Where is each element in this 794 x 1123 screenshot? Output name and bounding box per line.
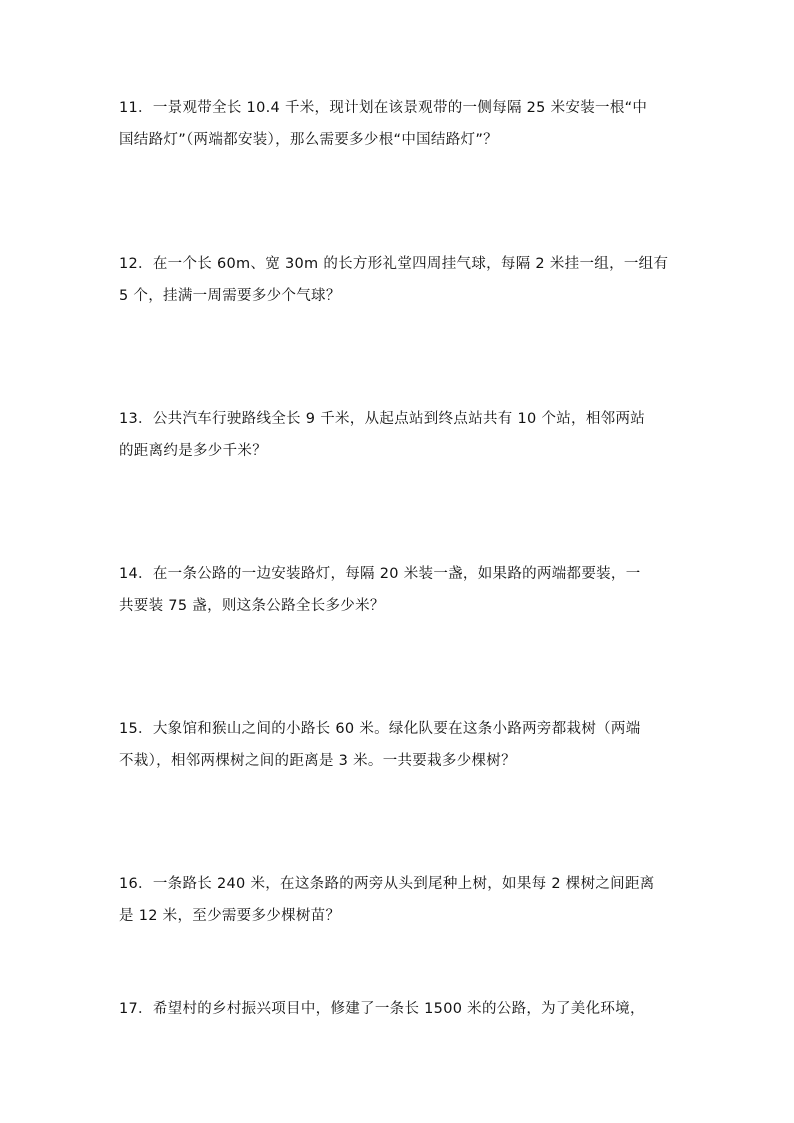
question-16: [119, 868, 679, 932]
question-11: [119, 92, 679, 156]
question-12: [119, 248, 679, 312]
question-line: 11．一景观带全长 10.4 千米，现计划在该景观带的一侧每隔 25 米安装一根“中: [119, 100, 648, 116]
question-17: [119, 993, 679, 1025]
question-line: 国结路灯”（两端都安装），那么需要多少根“中国结路灯”？: [119, 132, 498, 148]
question-line: 17．希望村的乡村振兴项目中，修建了一条长 1500 米的公路，为了美化环境，: [119, 1001, 645, 1017]
question-line: 13．公共汽车行驶路线全长 9 千米，从起点站到终点站共有 10 个站，相邻两站: [119, 411, 646, 427]
question-line: 共要装 75 盏，则这条公路全长多少米？: [119, 598, 385, 614]
question-line: 16．一条路长 240 米，在这条路的两旁从头到尾种上树，如果每 2 棵树之间距离: [119, 876, 655, 892]
question-line: 15．大象馆和猴山之间的小路长 60 米。绿化队要在这条小路两旁都栽树（两端: [119, 721, 641, 737]
question-line: 不栽），相邻两棵树之间的距离是 3 米。一共要栽多少棵树？: [119, 753, 516, 769]
question-line: 12．在一个长 60m、宽 30m 的长方形礼堂四周挂气球，每隔 2 米挂一组，一组有: [119, 256, 669, 272]
question-13: [119, 403, 679, 467]
question-15: [119, 713, 679, 777]
question-line: 14．在一条公路的一边安装路灯，每隔 20 米装一盏，如果路的两端都要装，一: [119, 566, 641, 582]
question-line: 5 个，挂满一周需要多少个气球？: [119, 288, 341, 304]
question-line: 是 12 米，至少需要多少棵树苗？: [119, 908, 341, 924]
question-line: 的距离约是多少千米？: [119, 443, 267, 459]
question-14: [119, 558, 679, 622]
